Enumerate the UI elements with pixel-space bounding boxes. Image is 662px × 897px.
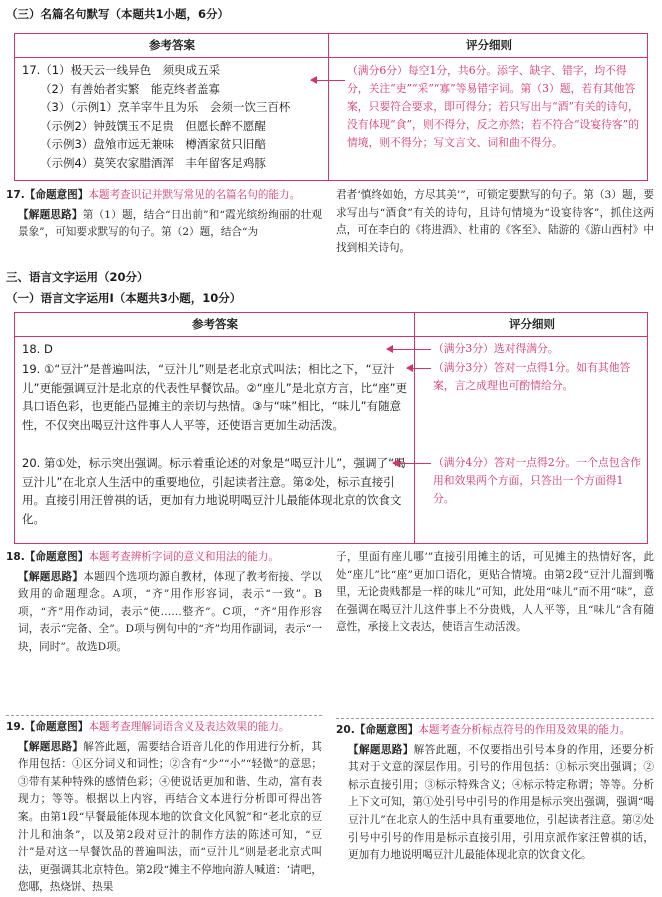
question-number: 19. — [6, 721, 25, 733]
rubric-20: （满分4分）答对一点得2分。一个点包含作用和效果两个方面，只答出一个方面得1分。 — [433, 456, 642, 505]
explanation-19-left — [6, 719, 322, 897]
answer-line: 17.（1）极天云一线异色 须臾成五采 — [22, 63, 221, 77]
silu-label: 【解题思路】 — [18, 208, 83, 221]
yitu-text: 本题考查识记并默写常见的名篇名句的能力。 — [88, 189, 301, 201]
silu-label: 【解题思路】 — [348, 743, 414, 756]
question-number: 18. — [6, 551, 25, 563]
answer-table-18-20 — [14, 312, 648, 544]
divider — [6, 715, 322, 716]
answer-17 — [22, 61, 290, 172]
explanation-19-right: 子，里面有座儿哪’”直接引用摊主的话，可见摊主的热情好客，此处“座儿”比“座”更加口语化，更贴合情境。由第2段“豆汁儿溜到嘴里，无论贵贱都是一样的味儿”可知，此处用“味儿”而不用“味”，意在强调在喝豆汁儿这件事上不分贵贱，人人平等，且“味儿”含有随意性，承接上文表达，使语言生动活泼。 — [336, 551, 654, 634]
arrow-icon — [393, 463, 431, 464]
table-header — [15, 313, 647, 337]
answer-line: （3）（示例1）烹羊宰牛且为乐 会须一饮三百杯 — [40, 100, 291, 114]
answer-line: （2）有善始者实繁 能克终者盖寡 — [40, 81, 220, 96]
part-title: 三、语言文字运用（20分） — [6, 270, 149, 284]
col-answer-header: 参考答案 — [149, 38, 195, 52]
question-number: 20. — [336, 724, 355, 736]
col-rubric-header: 评分细则 — [509, 317, 555, 331]
column-divider — [414, 313, 415, 543]
rubric-19: （满分3分）答对一点得1分。如有其他答案，言之成理也可酌情给分。 — [433, 361, 631, 392]
explanation-17-right: 君者‘慎终如始，方尽其美’”，可锁定要默写的句子。第（3）题，要求写出与“酒食”有关的诗句，且诗句情境为“设宴待客”，抓住这两点，可在李白的《将进酒》、杜甫的《客至》、陆游的《游山西村》中找到相关诗句。 — [336, 189, 654, 254]
yitu-label: 【命题意图】 — [354, 724, 419, 736]
silu-text: 解答此题，不仅要指出引号本身的作用，还要分析其对于文意的深层作用。引号的作用包括：①标示突出强调；②标示直接引用；③标示特殊含义；④标示特定称谓；等等。分析上下文可知，第①处引号中引号的作用是标示突出强调，强调“喝豆汁儿”在北京人的生活中具有重要地位，引起读者注意。第②处引号中引号的作用是标示直接引用，引用京派作家汪曾祺的话，更加有力地说明喝豆汁儿最能体现北京的饮食文化。 — [348, 743, 655, 862]
arrow-icon — [387, 349, 431, 350]
silu-text: 第（1）题，结合“日出前”和“霞光缤纷绚丽的壮观景象”，可知要求默写的句子。第（2）题，结合“为 — [18, 208, 322, 239]
answer-table-17 — [14, 33, 648, 181]
silu-text: 解答此题，需要结合语音儿化的作用进行分析，其作用包括：①区分词义和词性；②含有“少”“小”“轻微”的意思；③带有某种特殊的感情色彩；④使说话更加和谐、生动，富有表现力；等等。根据以上内容，再结合文本进行分析即可得出答案。由第1段“早餐最能体现本地的饮食文化风貌”和“老北京的豆汁儿和油条”，以及第2段对豆汁的制作方法的陈述可知，“豆汁”是对这一早餐饮品的普遍叫法，而“豆汁儿”则是老北京式叫法，更强调其北京特色。第2段“摊主不停地向游人喊道：‘请吧，您哪，热烧饼、热果 — [18, 740, 322, 894]
rubric-18: （满分3分）选对得满分。 — [433, 342, 559, 355]
table-header — [15, 34, 647, 58]
yitu-text: 本题考查辨析字词的意义和用法的能力。 — [88, 551, 280, 563]
silu-text: 本题四个选项均源自教材，体现了教考衔接、学以致用的命题理念。A项，“齐”用作形容词，表示“一致”。B项，“齐”用作动词，表示“使……整齐”。C项，“齐”用作形容词，表示“完备、全”。D项与例句中的“齐”均用作副词，表示“一块，同时”。故选D项。 — [18, 570, 322, 653]
question-number: 17. — [6, 189, 25, 201]
section-title-mingpian: （三）名篇名句默写（本题共1小题，6分） — [6, 7, 230, 21]
answer-18: 18. D — [22, 342, 53, 356]
yitu-text: 本题考查理解词语含义及表达效果的能力。 — [88, 721, 290, 733]
col-answer-header: 参考答案 — [192, 317, 238, 331]
explanation-18 — [6, 549, 322, 657]
answer-19: 19. ①“豆汁”是普遍叫法，“豆汁儿”则是老北京式叫法；相比之下，“豆汁儿”更能强调豆汁是北京的代表性早餐饮品。②“座儿”是北京方言，比“座”更具口语色彩，也更能凸显摊主的亲切与热情。③与“味”相比，“味儿”有随意性，不仅突出喝豆汁这件事人人平等，还使语言更加生动活泼。 — [22, 362, 408, 432]
arrow-icon — [311, 80, 345, 81]
explanation-17-left — [6, 187, 322, 242]
divider — [336, 718, 654, 719]
yitu-label: 【命题意图】 — [24, 551, 89, 563]
arrow-icon — [407, 368, 431, 369]
silu-label: 【解题思路】 — [18, 740, 84, 753]
column-divider — [328, 34, 329, 180]
answer-20: 20. 第①处，标示突出强调。标示着重论述的对象是“喝豆汁儿”，强调了“喝豆汁儿”在北京人生活中的重要地位，引起读者注意。第②处，标示直接引用。直接引用汪曾祺的话，更加有力地说明喝豆汁儿最能体现北京的饮食文化。 — [22, 456, 406, 526]
yitu-label: 【命题意图】 — [24, 189, 89, 201]
answer-line: （示例2）钟鼓馔玉不足贵 但愿长醉不愿醒 — [40, 118, 266, 133]
silu-label: 【解题思路】 — [18, 570, 84, 583]
explanation-20 — [336, 722, 654, 865]
yitu-label: 【命题意图】 — [24, 721, 89, 733]
col-rubric-header: 评分细则 — [466, 38, 512, 52]
answer-line: （示例4）莫笑农家腊酒浑 丰年留客足鸡豚 — [40, 155, 266, 170]
answer-line: （示例3）盘飧市远无兼味 樽酒家贫只旧醅 — [40, 137, 266, 151]
rubric-17: （满分6分）每空1分，共6分。添字、缺字、错字，均不得分，关注“吏”“采”“寡”等易错字词。第（3）题，若有其他答案，只要符合要求，即可得分；若只写出与“酒”有关的诗句，没有体现“食”，则不得分，反之亦然；若不符合“设宴待客”的情境，则不得分；写文言文、词和曲不得分。 — [347, 64, 639, 149]
subsection-title: （一）语言文字运用Ⅰ（本题共3小题，10分） — [6, 291, 242, 305]
yitu-text: 本题考查分析标点符号的作用及效果的能力。 — [418, 724, 631, 736]
